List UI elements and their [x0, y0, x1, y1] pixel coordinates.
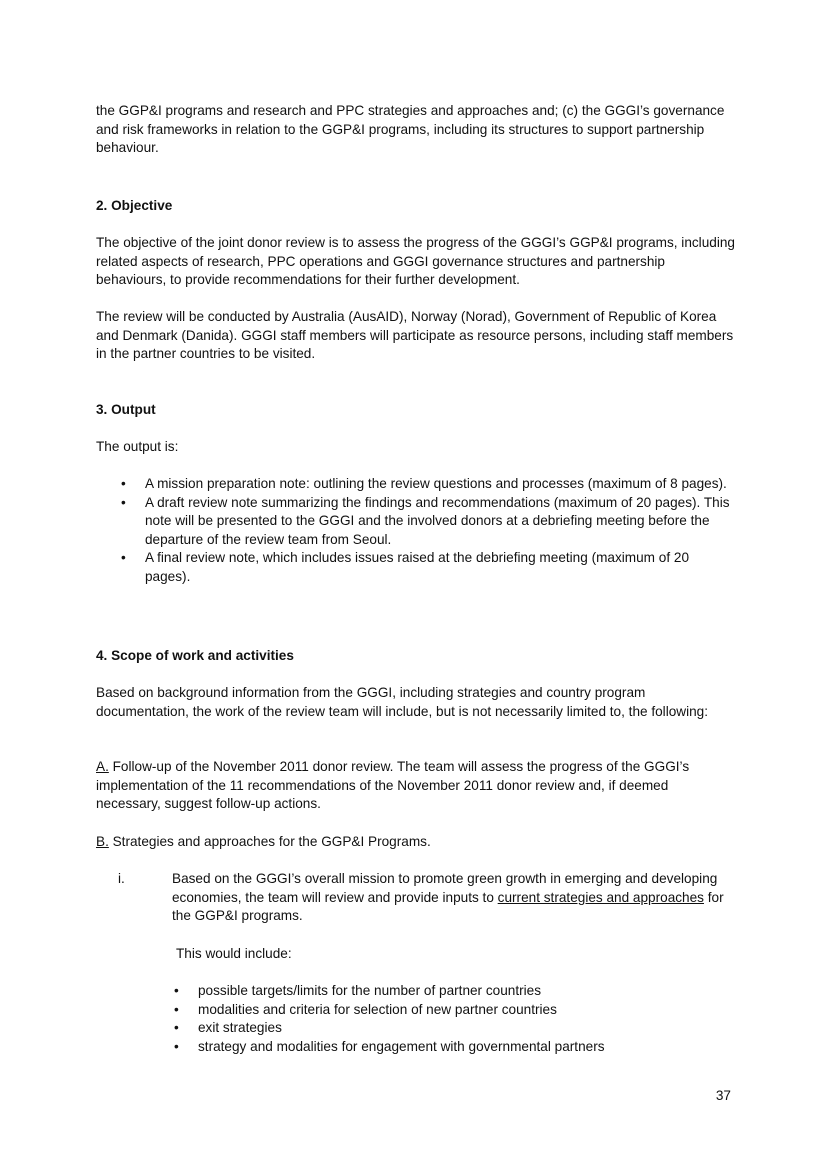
list-item — [121, 475, 735, 494]
list-item-text: modalities and criteria for selection of new partner countries — [198, 1001, 557, 1017]
include-line: This would include: — [176, 946, 292, 961]
list-item-text: strategy and modalities for engagement with governmental partners — [198, 1038, 605, 1054]
list-item — [174, 1001, 738, 1020]
sub-item-numeral: i. — [118, 871, 125, 886]
output-list — [121, 475, 735, 586]
list-item — [174, 982, 738, 1001]
review-team-paragraph: The review will be conducted by Australia (AusAID), Norway (Norad), Government of Republic of Korea and Denmark (Danida). GGGI staff members will participate as resource persons, including staff members in the partner countries to be visited. — [96, 309, 734, 361]
item-b-label: B. — [96, 834, 109, 849]
bullet-icon: • — [174, 1001, 179, 1017]
page-number: 37 — [715, 1088, 731, 1103]
bullet-icon: • — [174, 1020, 179, 1035]
section-heading-objective: 2. Objective — [96, 198, 173, 213]
list-item-text: A final review note, which includes issues raised at the debriefing meeting (maximum of 20 pages). — [145, 550, 690, 584]
list-item — [174, 1019, 738, 1038]
bullet-icon: • — [121, 550, 126, 565]
bullet-icon: • — [174, 1038, 179, 1054]
intro-paragraph: the GGP&I programs and research and PPC strategies and approaches and; (c) the GGGI’s governance and risk frameworks in relation to the GGP&I programs, including its structures to support partnership behaviour. — [96, 103, 725, 155]
bullet-icon: • — [121, 494, 126, 510]
list-item-text: exit strategies — [198, 1020, 282, 1035]
list-item-text: possible targets/limits for the number of partner countries — [198, 983, 542, 998]
bullet-icon: • — [174, 983, 179, 998]
objective-paragraph: The objective of the joint donor review is to assess the progress of the GGGI’s GGP&I programs, including related aspects of research, PPC operations and GGGI governance structures and partnership behaviours, to provide recommendations for their further development. — [96, 235, 735, 287]
output-intro: The output is: — [96, 439, 179, 454]
list-item — [174, 1038, 738, 1057]
item-b-paragraph — [96, 833, 736, 852]
item-a-paragraph — [96, 758, 736, 814]
section-heading-scope: 4. Scope of work and activities — [96, 648, 294, 663]
item-b-text: Strategies and approaches for the GGP&I Programs. — [108, 834, 431, 849]
item-a-text: Follow-up of the November 2011 donor review. The team will assess the progress of the GGGI’s implementation of the 11 recommendations of the November 2011 donor review and, if deemed necessary, suggest follow-up actions. — [96, 759, 690, 811]
list-item-text: A mission preparation note: outlining the review questions and processes (maximum of 8 pages). — [145, 476, 727, 491]
scope-intro-paragraph: Based on background information from the GGGI, including strategies and country program documentation, the work of the review team will include, but is not necessarily limited to, the following: — [96, 685, 709, 719]
sub-item-i-text: Based on the GGGI’s overall mission to promote green growth in emerging and developing economies, the team will review and provide inputs to — [172, 871, 718, 905]
sub-item-i-text-end: for the GGP&I programs. — [172, 889, 724, 923]
bullet-icon: • — [121, 476, 126, 491]
sub-item-i-underlined: current strategies and approaches — [497, 889, 704, 905]
include-list — [174, 982, 738, 1056]
section-heading-output: 3. Output — [96, 402, 156, 417]
list-item — [121, 494, 735, 550]
list-item — [121, 549, 735, 586]
item-a-label: A. — [96, 759, 109, 774]
sub-item-i-paragraph — [172, 870, 737, 926]
list-item-text: A draft review note summarizing the findings and recommendations (maximum of 20 pages). This note will be presented to the GGGI and the involved donors at a debriefing meeting before the departure of the review team from Seoul. — [145, 494, 730, 547]
